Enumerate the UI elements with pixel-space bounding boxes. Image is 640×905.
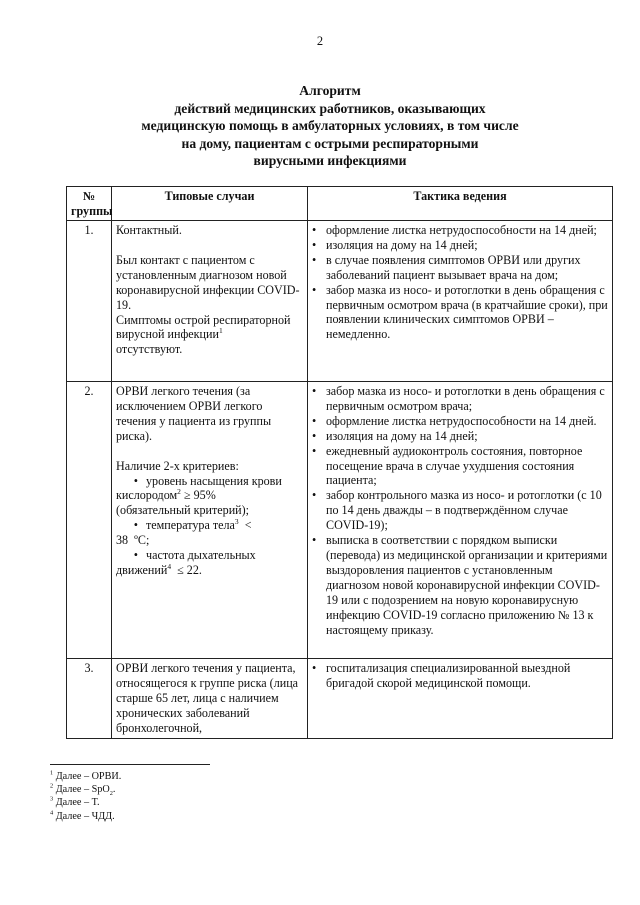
criterion-text: кислородом$^2$ ≥ 95% — [116, 487, 216, 503]
row-number: 2. — [67, 382, 112, 659]
footnote-ref: 4 — [167, 561, 172, 571]
list-item: • забор контрольного мазка из носо- и ротоглотки (с 10 по 14 день дважды – в подтверждённом случае COVID-19); — [312, 488, 608, 533]
title-line: Алгоритм — [299, 83, 361, 98]
row-number: 1. — [67, 221, 112, 382]
case-text: отсутствуют. — [116, 342, 183, 357]
typical-case-cell — [112, 221, 308, 382]
tactics-cell — [308, 221, 613, 382]
footnote: $^3$ Далее – T. — [50, 796, 100, 809]
criterion-text: частота дыхательных — [146, 548, 256, 563]
footnote: $^1$ Далее – ОРВИ. — [50, 769, 122, 782]
header-group-number — [67, 187, 112, 221]
footnote-divider — [50, 764, 210, 765]
page-number: 2 — [316, 34, 324, 48]
algorithm-table — [66, 186, 613, 739]
case-text: Был контакт с пациентом с установленным диагнозом новой коронавирусной инфекции COVID-19. — [116, 252, 300, 312]
list-item: • ежедневный аудиоконтроль состояния, повторное посещение врача в случае ухудшения состояния пациента; — [312, 444, 608, 489]
criterion-text: (обязательный критерий); — [116, 503, 250, 518]
case-text: Наличие 2-х критериев: — [116, 458, 239, 473]
criterion-item — [116, 548, 303, 563]
criterion-text: движений$^4$ ≤ 22. — [116, 561, 202, 577]
list-item: • госпитализация специализированной выездной бригадой скорой медицинской помощи. — [312, 661, 608, 691]
typical-case-cell — [112, 659, 308, 739]
title-line: медицинскую помощь в амбулаторных условиях, в том числе — [141, 118, 519, 133]
footnote-ref: 1 — [218, 326, 223, 336]
table-row — [67, 659, 613, 739]
bullet-icon: • — [133, 518, 138, 533]
title-line: действий медицинских работников, оказывающих — [174, 100, 486, 116]
row-number: 3. — [67, 659, 112, 739]
footnote: $^2$ Далее – SpO$_2$. — [50, 782, 116, 798]
list-item: • оформление листка нетрудоспособности на 14 дней. — [312, 414, 608, 429]
list-item: • изоляция на дому на 14 дней; — [312, 429, 608, 444]
list-item: • оформление листка нетрудоспособности на 14 дней; — [312, 223, 608, 238]
criterion-item — [116, 474, 303, 489]
list-item: • в случае появления симптомов ОРВИ или других заболеваний пациент вызывает врача на дом; — [312, 253, 608, 283]
header-management-tactics: Тактика ведения — [308, 187, 613, 221]
tactics-cell — [308, 659, 613, 739]
list-item: • выписка в соответствии с порядком выписки (перевода) из медицинской организации и критериями выздоровления пациентов с установленным диагнозом новой коронавирусной инфекции COVID-19 или с подозрением на новую коронавирусную инфекцию COVID-19 согласно приложению № 13 к настоящему приказу. — [312, 533, 608, 637]
criterion-text: температура тела$^3$ < — [146, 517, 252, 533]
criterion-text: уровень насыщения крови — [146, 473, 282, 488]
footnote-ref: 3 — [234, 517, 239, 527]
criterion-text: 38 ºC; — [116, 533, 150, 548]
list-item: • забор мазка из носо- и ротоглотки в день обращения с первичным осмотром врача (в кратчайшие сроки), при появлении клинических симптомов ОРВИ – немедленно. — [312, 283, 608, 343]
header-num-symbol: № — [82, 189, 96, 203]
title-line: на дому, пациентам с острыми респираторными — [181, 135, 479, 151]
table-row — [67, 382, 613, 659]
criterion-item — [116, 518, 303, 533]
tactics-cell — [308, 382, 613, 659]
case-text: Симптомы острой респираторной вирусной инфекции$^1$ — [116, 312, 291, 342]
table-header-row — [67, 187, 613, 221]
footnotes — [50, 770, 121, 823]
list-item: • забор мазка из носо- и ротоглотки в день обращения с первичным осмотром врача; — [312, 384, 608, 414]
footnote: $^4$ Далее – ЧДД. — [50, 809, 115, 822]
list-item: • изоляция на дому на 14 дней; — [312, 238, 608, 253]
document-title — [110, 82, 550, 170]
case-text: Контактный. — [116, 223, 182, 237]
case-text: ОРВИ легкого течения у пациента, относящегося к группе риска (лица старше 65 лет, лица с наличием хронических заболеваний бронхолегочной, — [116, 661, 299, 735]
table-row — [67, 221, 613, 382]
bullet-icon: • — [133, 473, 138, 488]
bullet-icon: • — [133, 548, 138, 563]
header-num-label: группы — [71, 203, 113, 218]
header-typical-cases: Типовые случаи — [112, 187, 308, 221]
typical-case-cell — [112, 382, 308, 659]
footnote-ref: 2 — [177, 487, 181, 497]
case-text: ОРВИ легкого течения (за исключением ОРВИ легкого течения у пациента из группы риска). — [116, 384, 272, 443]
title-line: вирусными инфекциями — [253, 153, 407, 168]
